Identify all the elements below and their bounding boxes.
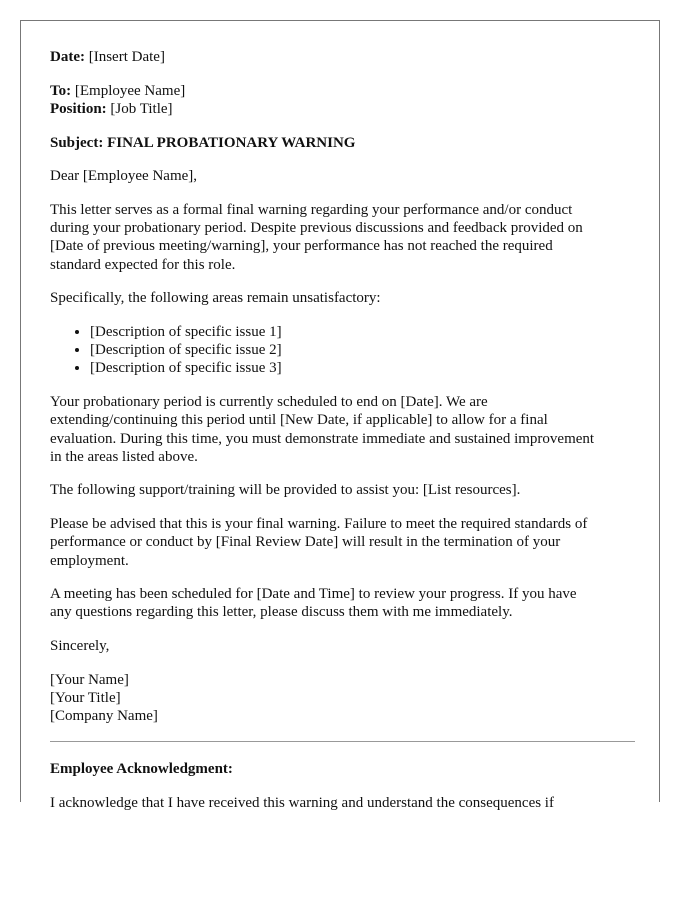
subject-value: FINAL PROBATIONARY WARNING bbox=[107, 134, 356, 151]
salutation: Dear [Employee Name], bbox=[50, 168, 198, 185]
warning-line: employment. bbox=[50, 552, 129, 569]
issue-item: • [Description of specific issue 1] bbox=[90, 323, 635, 341]
period-line: Your probationary period is currently scheduled to end on [Date]. We are bbox=[50, 394, 488, 411]
intro-line: standard expected for this role. bbox=[50, 256, 236, 273]
issue-item: • [Description of specific issue 2] bbox=[90, 341, 635, 359]
subject-label: Subject: bbox=[50, 134, 104, 151]
intro-line: during your probationary period. Despite previous discussions and feedback provided on bbox=[50, 220, 583, 237]
letter-content bbox=[50, 48, 635, 812]
warning-line: Please be advised that this is your final warning. Failure to meet the required standards of bbox=[50, 516, 588, 533]
subject-line bbox=[50, 134, 635, 152]
to-label: To: bbox=[50, 82, 72, 99]
intro-line: This letter serves as a formal final warning regarding your performance and/or conduct bbox=[50, 202, 573, 219]
acknowledgment-label: Employee Acknowledgment: bbox=[50, 760, 233, 777]
company-name: [Company Name] bbox=[50, 708, 158, 725]
meeting-line: A meeting has been scheduled for [Date and Time] to review your progress. If you have bbox=[50, 586, 577, 603]
recipient-block bbox=[50, 82, 635, 118]
warning-line: performance or conduct by [Final Review Date] will result in the termination of your bbox=[50, 534, 561, 551]
issue-item: • [Description of specific issue 3] bbox=[90, 359, 635, 377]
to-line bbox=[50, 82, 635, 100]
period-line: in the areas listed above. bbox=[50, 448, 198, 465]
intro-paragraph bbox=[50, 201, 635, 274]
position-line bbox=[50, 100, 635, 118]
signoff: Sincerely, bbox=[50, 638, 110, 655]
sender-title: [Your Title] bbox=[50, 690, 121, 707]
period-line: extending/continuing this period until [New Date, if applicable] to allow for a final bbox=[50, 412, 548, 429]
letter-page bbox=[20, 20, 660, 811]
meeting-line: any questions regarding this letter, please discuss them with me immediately. bbox=[50, 604, 513, 621]
date-value: [Insert Date] bbox=[88, 49, 165, 65]
period-paragraph bbox=[50, 393, 635, 466]
date-label: Date: bbox=[50, 49, 85, 65]
warning-paragraph bbox=[50, 515, 635, 570]
period-line: evaluation. During this time, you must demonstrate immediate and sustained improvement bbox=[50, 430, 595, 447]
sender-name: [Your Name] bbox=[50, 671, 129, 688]
to-value: [Employee Name] bbox=[74, 82, 186, 99]
acknowledgment-text: I acknowledge that I have received this warning and understand the consequences if bbox=[50, 794, 554, 811]
position-label: Position: bbox=[50, 100, 107, 117]
date-line bbox=[50, 48, 635, 66]
issues-list bbox=[50, 323, 635, 378]
support-paragraph: The following support/training will be provided to assist you: [List resources]. bbox=[50, 482, 521, 499]
acknowledgment-heading bbox=[50, 760, 635, 778]
issues-intro: Specifically, the following areas remain unsatisfactory: bbox=[50, 290, 381, 307]
meeting-paragraph bbox=[50, 585, 635, 621]
section-divider bbox=[50, 741, 635, 742]
position-value: [Job Title] bbox=[110, 100, 173, 117]
signature-block bbox=[50, 671, 635, 726]
intro-line: [Date of previous meeting/warning], your performance has not reached the required bbox=[50, 238, 553, 255]
